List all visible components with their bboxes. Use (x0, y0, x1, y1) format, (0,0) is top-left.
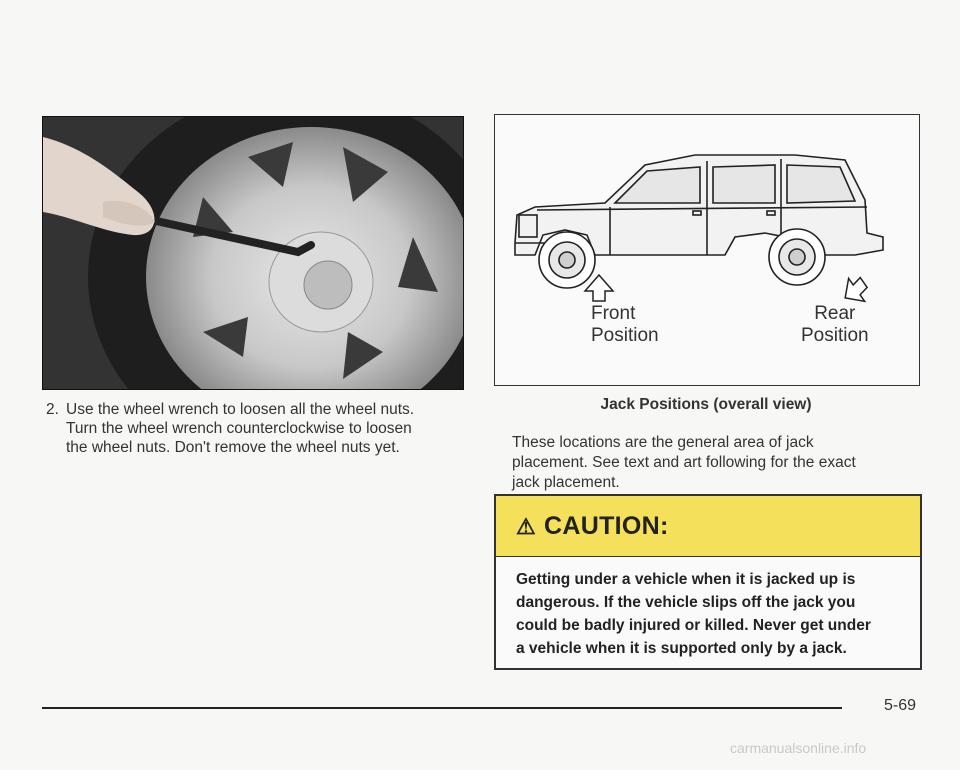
paragraph-line: These locations are the general area of jack (512, 434, 814, 451)
footer-rule (42, 707, 842, 709)
step-number: 2. (46, 401, 59, 418)
jack-placement-paragraph (512, 433, 922, 493)
caution-line: dangerous. If the vehicle slips off the jack you (516, 594, 856, 611)
caution-line: Getting under a vehicle when it is jacked up is (516, 571, 856, 588)
wheel-wrench-photo (42, 116, 464, 390)
step-line: the wheel nuts. Don't remove the wheel nuts yet. (66, 439, 400, 456)
jack-position-figure (494, 114, 920, 386)
front-label-line: Position (591, 325, 659, 346)
caution-text (516, 568, 908, 660)
front-position-label (591, 303, 659, 347)
caution-title-text: CAUTION: (544, 512, 669, 540)
site-watermark: carmanualsonline.info (730, 740, 867, 756)
caution-line: could be badly injured or killed. Never get under (516, 617, 871, 634)
rear-position-label (801, 303, 869, 347)
warning-triangle-icon: ⚠ (516, 514, 537, 539)
rear-label-line: Position (801, 325, 869, 346)
figure-caption: Jack Positions (overall view) (600, 396, 812, 413)
front-label-line: Front (591, 303, 636, 324)
step-line: Use the wheel wrench to loosen all the wheel nuts. (66, 401, 415, 418)
rear-label-line: Rear (814, 303, 856, 324)
page-number: 5-69 (884, 697, 917, 714)
paragraph-line: placement. See text and art following for the exact (512, 454, 856, 471)
caution-line: a vehicle when it is supported only by a jack. (516, 640, 847, 657)
caution-header (496, 496, 920, 557)
caution-box (494, 494, 922, 670)
caution-title (516, 512, 669, 541)
step-instruction (46, 400, 466, 457)
paragraph-line: jack placement. (512, 474, 620, 491)
step-line: Turn the wheel wrench counterclockwise to loosen (66, 420, 412, 437)
